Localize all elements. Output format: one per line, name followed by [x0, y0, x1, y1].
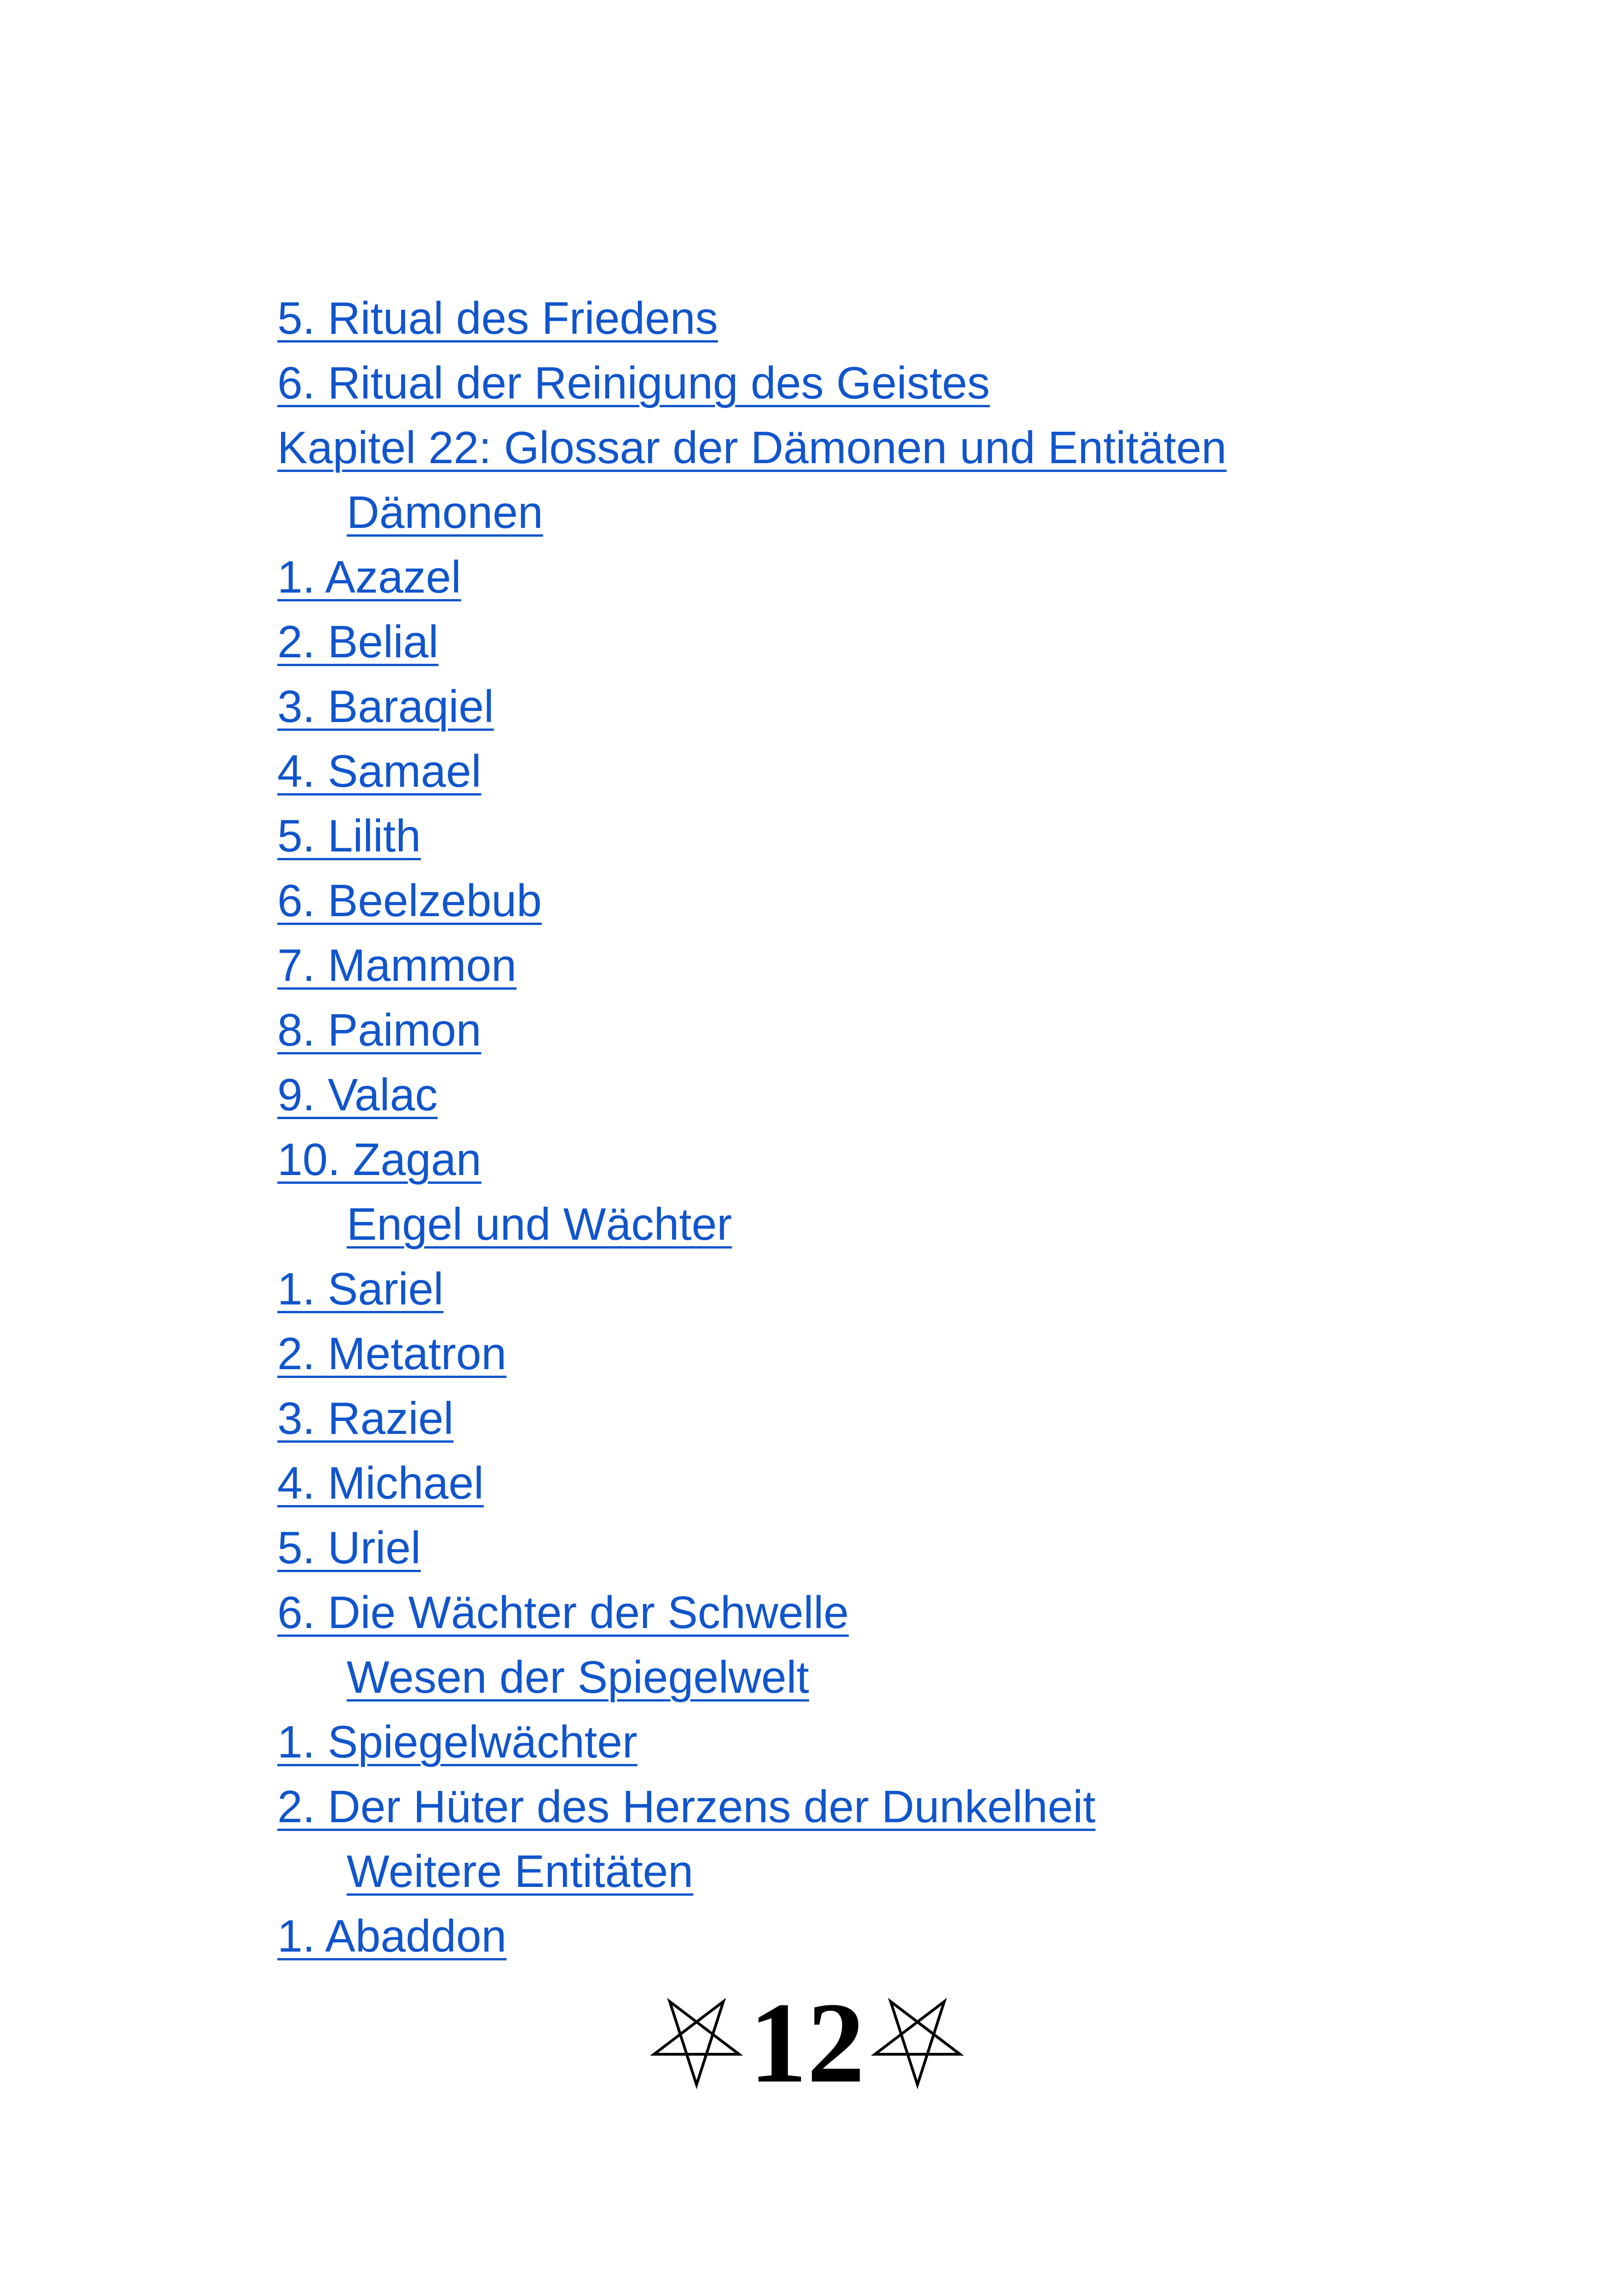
toc-entry[interactable]: 1. Spiegelwächter	[277, 1716, 638, 1767]
toc-entry[interactable]: 5. Uriel	[277, 1522, 421, 1573]
toc-entry[interactable]: 5. Lilith	[277, 810, 421, 861]
page-number: 12	[749, 1979, 865, 2107]
toc-entry[interactable]: 3. Raziel	[277, 1393, 454, 1444]
toc-section-heading[interactable]: Dämonen	[347, 487, 543, 538]
toc-entry[interactable]: 8. Paimon	[277, 1004, 482, 1055]
toc-section-heading[interactable]: Wesen der Spiegelwelt	[347, 1652, 809, 1702]
toc-entry-chapter[interactable]: Kapitel 22: Glossar der Dämonen und Entitäten	[277, 422, 1227, 473]
toc-entry[interactable]: 1. Azazel	[277, 551, 461, 602]
toc-entry[interactable]: 2. Metatron	[277, 1328, 507, 1379]
toc-entry[interactable]: 1. Abaddon	[277, 1910, 507, 1961]
toc-entry[interactable]: 4. Samael	[277, 746, 482, 796]
toc-entry[interactable]: 6. Ritual der Reinigung des Geistes	[277, 357, 990, 408]
toc-entry[interactable]: 6. Beelzebub	[277, 875, 542, 926]
toc-entry[interactable]: 6. Die Wächter der Schwelle	[277, 1587, 849, 1638]
inverted-pentagram-icon	[871, 1997, 964, 2089]
toc-entry[interactable]: 3. Baraqiel	[277, 681, 494, 732]
table-of-contents	[277, 286, 1387, 1968]
toc-entry[interactable]: 10. Zagan	[277, 1134, 482, 1185]
toc-entry[interactable]: 1. Sariel	[277, 1263, 444, 1314]
toc-entry[interactable]: 4. Michael	[277, 1457, 484, 1508]
toc-entry[interactable]: 2. Belial	[277, 616, 439, 667]
toc-section-heading[interactable]: Weitere Entitäten	[347, 1846, 693, 1897]
inverted-pentagram-icon	[650, 1997, 743, 2089]
toc-entry[interactable]: 9. Valac	[277, 1069, 438, 1120]
toc-entry[interactable]: 5. Ritual des Friedens	[277, 293, 718, 343]
toc-entry[interactable]: 7. Mammon	[277, 940, 517, 991]
toc-entry[interactable]: 2. Der Hüter des Herzens der Dunkelheit	[277, 1781, 1096, 1832]
page-footer	[0, 1979, 1614, 2107]
toc-section-heading[interactable]: Engel und Wächter	[347, 1199, 732, 1249]
